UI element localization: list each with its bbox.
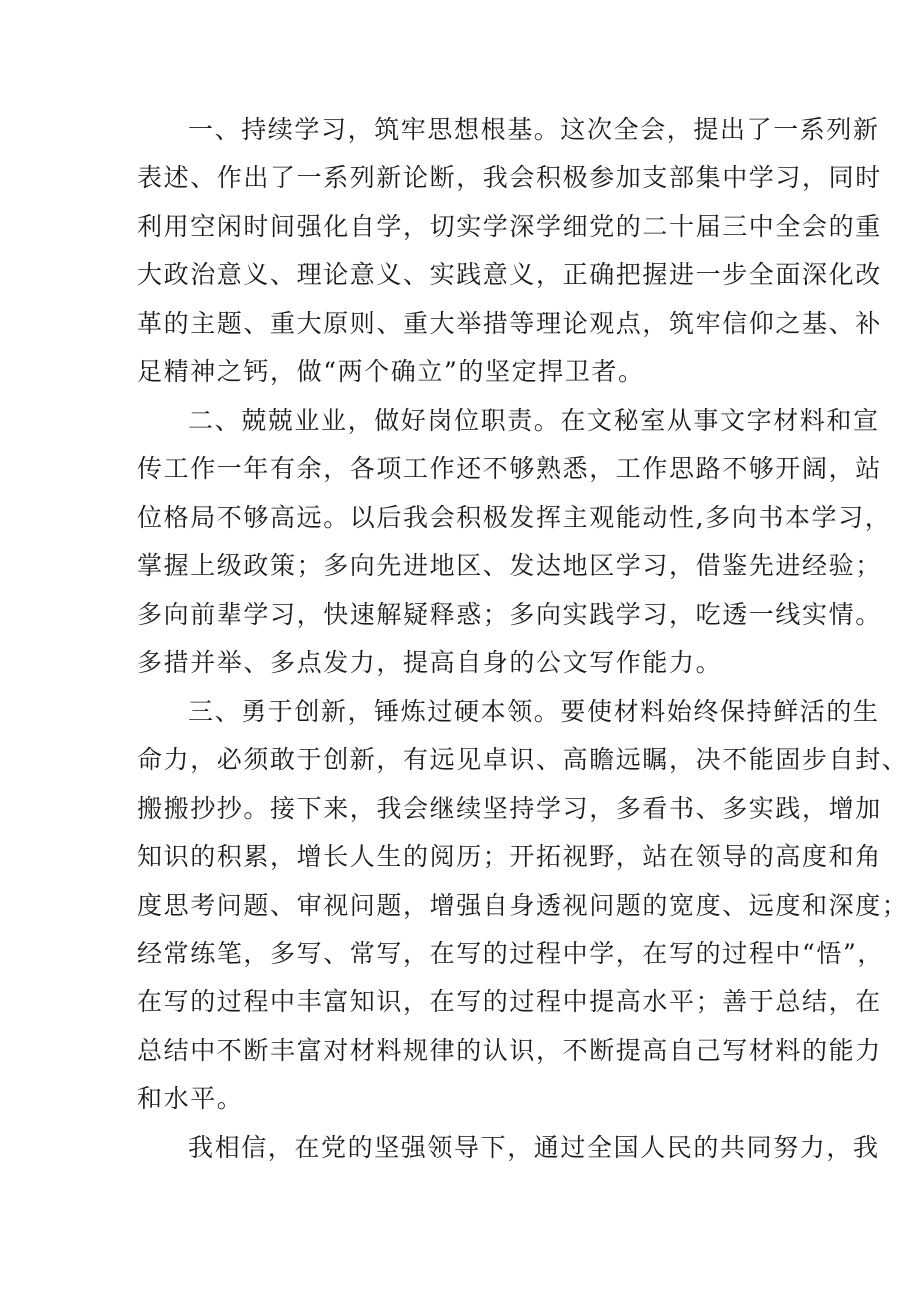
text-line: 表述、作出了一系列新论断，我会积极参加支部集中学习，同时 bbox=[137, 163, 882, 193]
text-line: 我相信，在党的坚强领导下，通过全国人民的共同努力，我 bbox=[188, 1133, 880, 1162]
text-line: 革的主题、重大原则、重大举措等理论观点，筑牢信仰之基、补 bbox=[137, 308, 882, 338]
text-line: 一、持续学习，筑牢思想根基。这次全会，提出了一系列新 bbox=[188, 115, 880, 144]
text-line: 经常练笔，多写、常写，在写的过程中学，在写的过程中“悟”， bbox=[137, 938, 884, 968]
paragraph-duty bbox=[137, 397, 892, 687]
text-line: 度思考问题、审视问题，增强自身透视问题的宽度、远度和深度； bbox=[137, 890, 909, 920]
text-line: 总结中不断丰富对材料规律的认识，不断提高自己写材料的能力 bbox=[137, 1035, 882, 1065]
text-line: 搬搬抄抄。接下来，我会继续坚持学习，多看书、多实践，增加 bbox=[137, 793, 882, 823]
paragraph-belief bbox=[137, 1124, 880, 1172]
paragraph-innovation bbox=[137, 688, 909, 1124]
text-line: 二、兢兢业业，做好岗位职责。在文秘室从事文字材料和宣 bbox=[188, 406, 880, 435]
text-line: 多措并举、多点发力，提高自身的公文写作能力。 bbox=[137, 647, 723, 677]
text-line: 在写的过程中丰富知识，在写的过程中提高水平；善于总结，在 bbox=[137, 987, 882, 1017]
text-line: 利用空闲时间强化自学，切实学深学细党的二十届三中全会的重 bbox=[137, 211, 882, 241]
text-line: 知识的积累，增长人生的阅历；开拓视野，站在领导的高度和角 bbox=[137, 842, 882, 872]
text-line: 足精神之钙，做“两个确立”的坚定捍卫者。 bbox=[137, 356, 645, 386]
text-line: 传工作一年有余，各项工作还不够熟悉，工作思路不够开阔，站 bbox=[137, 454, 882, 484]
text-line: 大政治意义、理论意义、实践意义，正确把握进一步全面深化改 bbox=[137, 260, 882, 290]
text-line: 命力，必须敢于创新，有远见卓识、高瞻远瞩，决不能固步自封、 bbox=[137, 745, 909, 775]
text-line: 位格局不够高远。以后我会积极发挥主观能动性,多向书本学习， bbox=[137, 502, 892, 532]
text-line: 三、勇于创新，锤炼过硬本领。要使材料始终保持鲜活的生 bbox=[188, 697, 880, 726]
text-line: 多向前辈学习，快速解疑释惑；多向实践学习，吃透一线实情。 bbox=[137, 599, 882, 629]
paragraph-study bbox=[137, 106, 882, 396]
text-line: 掌握上级政策；多向先进地区、发达地区学习，借鉴先进经验； bbox=[137, 551, 882, 581]
text-line: 和水平。 bbox=[137, 1084, 244, 1114]
